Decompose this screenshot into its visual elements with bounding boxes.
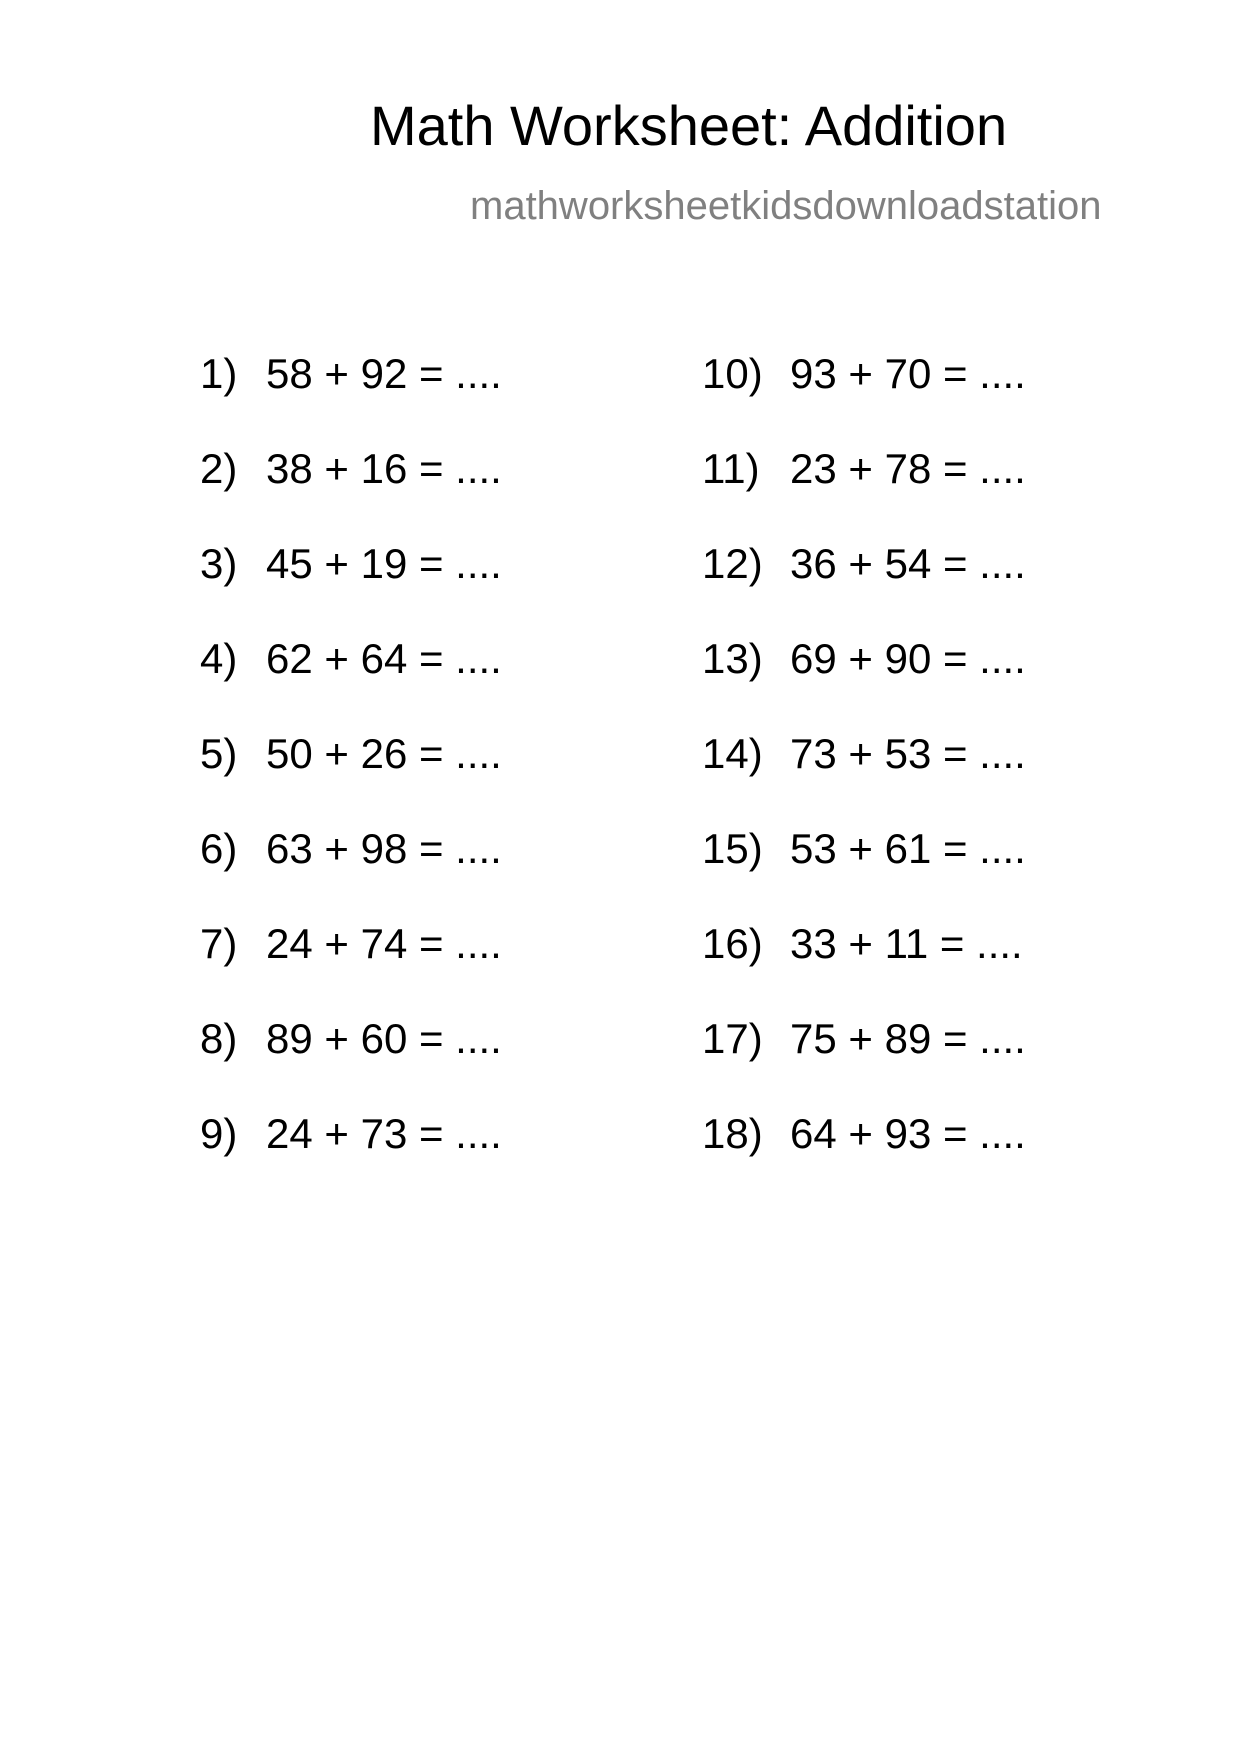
problem-expression: 64 + 93 = .... <box>790 1110 1026 1157</box>
problem-number: 6) <box>200 825 238 872</box>
problem-number: 9) <box>200 1110 238 1157</box>
problem-item <box>702 1110 1026 1208</box>
worksheet-subtitle: mathworksheetkidsdownloadstation <box>470 184 1102 228</box>
problem-item <box>702 730 1026 828</box>
problem-expression: 45 + 19 = .... <box>266 540 502 587</box>
problem-item <box>200 730 502 828</box>
problem-item <box>200 1015 502 1113</box>
problem-item <box>702 920 1026 1018</box>
problem-item <box>702 540 1026 638</box>
problem-expression: 89 + 60 = .... <box>266 1015 502 1062</box>
problem-expression: 58 + 92 = .... <box>266 350 502 397</box>
problem-item <box>702 1015 1026 1113</box>
problem-expression: 69 + 90 = .... <box>790 635 1026 682</box>
problem-item <box>200 825 502 923</box>
problem-expression: 93 + 70 = .... <box>790 350 1026 397</box>
problem-number: 16) <box>702 920 763 967</box>
problem-number: 11) <box>702 445 760 492</box>
problem-expression: 63 + 98 = .... <box>266 825 502 872</box>
problem-item <box>200 445 502 543</box>
problem-number: 12) <box>702 540 763 587</box>
problem-expression: 38 + 16 = .... <box>266 445 502 492</box>
problem-number: 15) <box>702 825 763 872</box>
problem-number: 4) <box>200 635 238 682</box>
problem-number: 8) <box>200 1015 238 1062</box>
problem-item <box>200 540 502 638</box>
problem-expression: 23 + 78 = .... <box>790 445 1026 492</box>
problem-item <box>200 350 502 448</box>
problem-expression: 36 + 54 = .... <box>790 540 1026 587</box>
problem-number: 7) <box>200 920 238 967</box>
problem-expression: 24 + 74 = .... <box>266 920 502 967</box>
problem-item <box>702 350 1026 448</box>
problem-number: 17) <box>702 1015 763 1062</box>
problem-number: 5) <box>200 730 238 777</box>
problem-number: 14) <box>702 730 763 777</box>
problem-number: 2) <box>200 445 238 492</box>
problem-number: 18) <box>702 1110 763 1157</box>
problem-item <box>702 445 1026 543</box>
problem-expression: 75 + 89 = .... <box>790 1015 1026 1062</box>
problem-item <box>200 1110 502 1208</box>
problem-number: 10) <box>702 350 763 397</box>
problem-expression: 33 + 11 = .... <box>790 920 1023 967</box>
problem-expression: 50 + 26 = .... <box>266 730 502 777</box>
problem-expression: 73 + 53 = .... <box>790 730 1026 777</box>
problem-column-left <box>200 350 502 1208</box>
problem-expression: 24 + 73 = .... <box>266 1110 502 1157</box>
problem-number: 1) <box>200 350 238 397</box>
problem-item <box>200 920 502 1018</box>
problem-expression: 53 + 61 = .... <box>790 825 1026 872</box>
problem-item <box>702 825 1026 923</box>
problem-expression: 62 + 64 = .... <box>266 635 502 682</box>
problem-number: 3) <box>200 540 238 587</box>
problem-column-right <box>702 350 1026 1208</box>
worksheet-title: Math Worksheet: Addition <box>370 94 1008 157</box>
problem-item <box>702 635 1026 733</box>
problem-item <box>200 635 502 733</box>
problem-number: 13) <box>702 635 763 682</box>
